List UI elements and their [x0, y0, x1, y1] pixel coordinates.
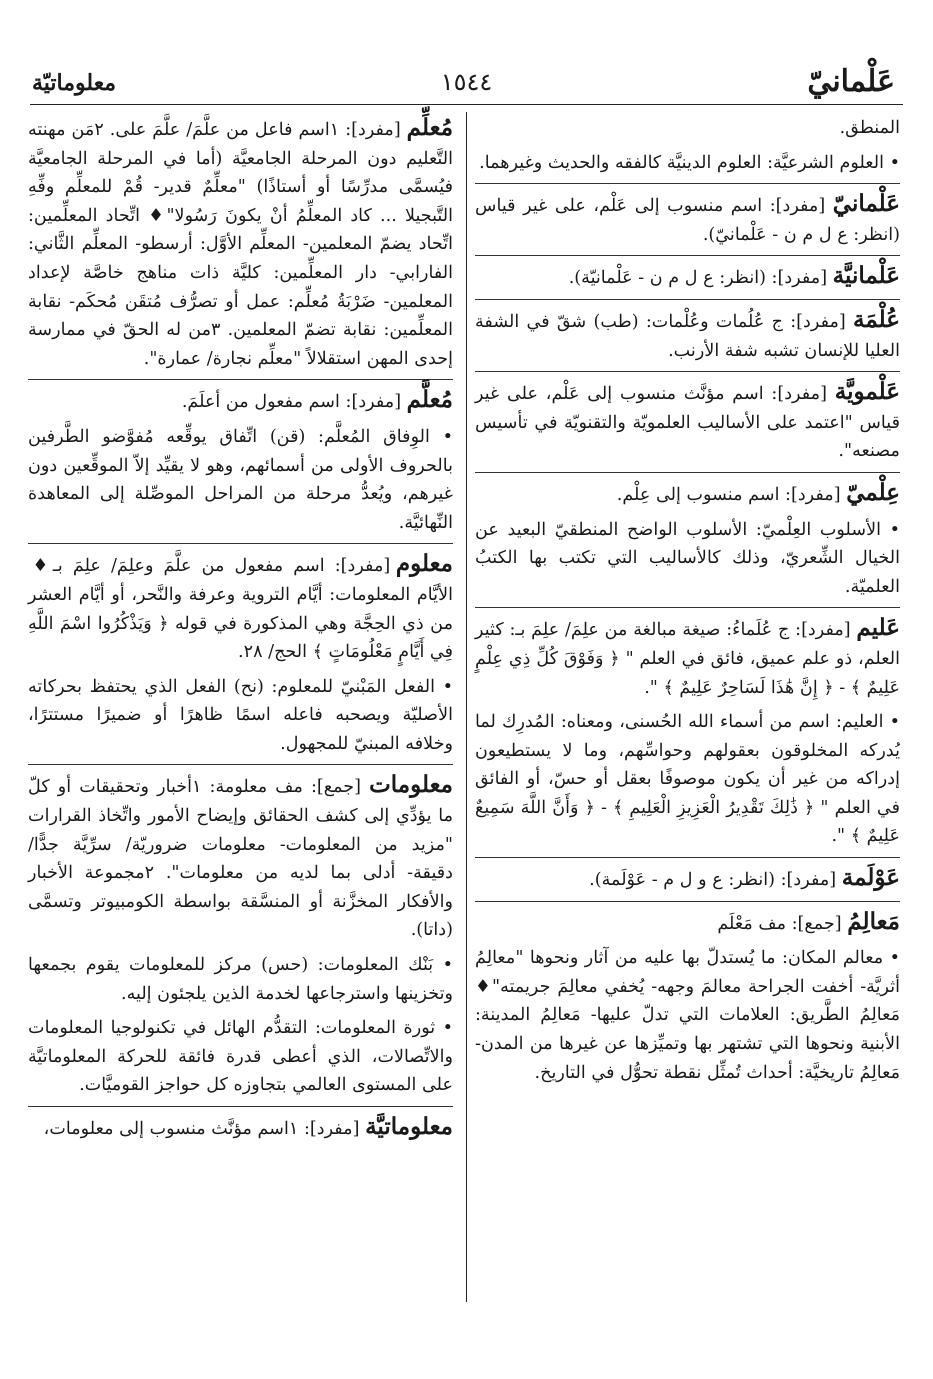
- entry-separator: [475, 255, 900, 256]
- entry-separator: [475, 472, 900, 473]
- entry-definition: [جمع]: مف مَعْلَم: [717, 913, 848, 934]
- entry-separator: [28, 764, 453, 765]
- dictionary-entry: [475, 908, 900, 939]
- sub-entry: • الفعل المَبْنيّ للمعلوم: (نح) الفعل الذي يحتفظ بحركاته الأصليّة ويصحبه فاعله اسمًا ظاهرًا أو ضميرًا مستترًا، وخلافه المبنيّ للمجهول.: [28, 676, 453, 754]
- dictionary-entry: [28, 386, 453, 417]
- entry-headword: عُلْمَة: [853, 305, 900, 333]
- entry-definition: [مفرد]: ١اسم فاعل من علَّمَ/ علَّمَ على. ٢مَن مهنته التَّعليم دون المرحلة الجامعيَّة (أما في المرحلة الجامعيَّة فيُسمَّى مدرِّسًا أو أستاذًا) "معلِّمٌ قدير- قُمْ للمعلِّم وفِّهِ التَّبجيلا ... كاد المعلِّمُ أنْ يكونَ رَسُولا"♦ اتِّحاد المعلِّمين: اتِّحاد يضمّ المعلمين- المعلِّم الأوَّل: أرسطو- المعلِّم الثَّاني: الفارابي- دار المعلِّمين: كليَّة ذات مناهج خاصَّة لإعداد المعلمين- ضَرْبَةُ مُعلِّم: عمل أو تصرُّف مُتقَن مُحكَم- نقابة المعلِّمين: نقابة تضمّ المعلمين. ٣من له الحقّ في ممارسة إحدى المهن استقلالاً "معلِّم نجارة/ عمارة".: [28, 120, 453, 369]
- column-divider: [466, 112, 467, 1302]
- sub-entry: • العليم: اسم من أسماء الله الحُسنى، ومعناه: المُدرِك لما يُدركه المخلوقون بعقولهم وحواسِّهم، وما لا يستطيعون إدراكه من غير أن يكون موصوفًا بعقل أو حسّ، أو الفائق في العلم " ﴿ ذَٰلِكَ تَقْدِيرُ الْعَزِيزِ الْعَلِيمِ ﴾ - ﴿ وَأَنَّ اللَّهَ سَمِيعٌ عَلِيمٌ ﴾ ".: [475, 712, 900, 847]
- entry-headword: معلوم: [395, 550, 453, 578]
- dictionary-entry: [475, 262, 900, 293]
- sub-entry: • الأسلوب العِلْميّ: الأسلوب الواضح المنطقيّ البعيد عن الخيال الشِّعريّ، وذلك كالأساليب التي تكتب بها الكتبُ العلميّة.: [475, 519, 900, 597]
- entry-headword: معلوماتيَّة: [365, 1113, 453, 1140]
- entry-headword: عَليم: [856, 614, 900, 642]
- entry-headword: عَلْمانيَّة: [832, 262, 900, 290]
- dictionary-entry: [28, 114, 453, 373]
- entry-headword: مَعالِمُ: [847, 907, 900, 935]
- entry-separator: [475, 299, 900, 300]
- entry-headword: مُعلِّم: [406, 114, 454, 141]
- entry-definition: [مفرد]: اسم مفعول من أعلَمَ.: [181, 392, 407, 413]
- entry-separator: [28, 543, 453, 544]
- header-headword-left: معلوماتيّة: [32, 70, 117, 96]
- dictionary-entry: [28, 1113, 453, 1144]
- entry-definition: [مفرد]: ج عُلَماءُ: صيغة مبالغة من علِمَ/ علِمَ بـ: كثير العلم، ذو علم عميق، فائق في العلم " ﴿ وَفَوْقَ كُلِّ ذِي عِلْمٍ عَلِيمٌ ﴾ - ﴿ إِنَّ هَٰذَا لَسَاحِرٌ عَلِيمٌ ﴾ ".: [475, 620, 900, 698]
- page-header: [30, 60, 903, 105]
- entry-definition: [مفرد]: اسم مفعول من علَّمَ وعلِمَ/ علِمَ بـ♦ الأيَّام المعلومات: أيَّام التروية وعرفة والنَّحر، أو أيَّام العشر من ذي الحِجَّة وهي المذكورة في قوله ﴿ وَيَذْكُرُوا اسْمَ اللَّهِ فِي أَيَّامٍ مَعْلُومَاتٍ ﴾ الحج/ ٢٨.: [28, 556, 453, 663]
- dictionary-entry: [475, 378, 900, 466]
- entry-definition: [مفرد]: اسم منسوب إلى عِلْم.: [616, 484, 847, 505]
- entry-separator: [28, 1106, 453, 1107]
- sub-entry: • الوِفاق المُعلَّم: (قن) اتِّفاق يوقِّعه مُفوَّضو الطَّرفين بالحروف الأولى من أسمائهم، وهو لا يقيِّد إلاّ الموقِّعين دون غيرهم، ويُعدُّ مرحلة من المراحل الموصِّلة إلى المعاهدة النِّهائيَّة.: [28, 426, 453, 533]
- entry-headword: مُعلَّم: [406, 386, 453, 414]
- entry-separator: [475, 857, 900, 858]
- entry-separator: [475, 371, 900, 372]
- sub-entry: • معالم المكان: ما يُستدلّ بها عليه من آثار ونحوها "معالِمُ أثريَّة- أخفت الجراحة معالمَ وجهه- يُخفي معالِمَ جريمته"♦ مَعالِمُ الطَّريق: العلامات التي تدلّ عليها- مَعالِمُ المدينة: الأبنية ونحوها التي تشتهر بها وتميِّزها عن غيرها من المدن- مَعالِمُ تاريخيَّة: أحداث تُمثِّل نقطة تحوُّل في التاريخ.: [475, 948, 900, 1083]
- entry-headword: عَوْلَمة: [841, 864, 900, 892]
- entry-separator: [475, 183, 900, 184]
- sub-entry: • ثورة المعلومات: التقدُّم الهائل في تكنولوجيا المعلومات والاتِّصالات، الذي أعطى قدرة فائقة للحركة المعلوماتيَّة على المستوى العالمي بتجاوزه كل حواجز القوميَّات.: [28, 1018, 453, 1096]
- dictionary-entry: [475, 864, 900, 895]
- entry-headword: معلومات: [369, 771, 454, 799]
- entry-separator: [475, 901, 900, 902]
- entry-definition: [مفرد]: (انظر: ع ل م ن - عَلْمانيّة).: [568, 268, 833, 289]
- right-column: [475, 114, 900, 1093]
- entry-definition: [مفرد]: اسم مؤنَّث منسوب إلى عَلْم، على غير قياس "اعتمد على الأساليب العلمويّة والتقنويّة في تأسيس مصنعه".: [475, 384, 900, 462]
- page-number: ١٥٤٤: [440, 68, 493, 96]
- entry-definition: [مفرد]: ج عُلُمات وعُلْمات: (طب) شقّ في الشفة العليا للإنسان تشبه شفة الأرنب.: [475, 311, 900, 361]
- sub-entry: • العلوم الشرعيَّة: العلوم الدينيَّة كالفقه والحديث وغيرهما.: [479, 152, 900, 173]
- sub-entry: • بَنْك المعلومات: (حس) مركز للمعلومات يقوم بجمعها وتخزينها واسترجاعها لخدمة الذين يلجئون إليه.: [28, 955, 453, 1004]
- dictionary-entry: [475, 306, 900, 365]
- entry-definition: [مفرد]: ١اسم مؤنَّث منسوب إلى معلومات،: [43, 1119, 366, 1139]
- left-column: [28, 114, 453, 1150]
- entry-headword: عِلْميّ: [846, 478, 900, 506]
- entry-separator: [475, 607, 900, 608]
- continuation-text: المنطق.: [839, 118, 900, 138]
- entry-definition: [مفرد]: اسم منسوب إلى عَلْم، على غير قياس (انظر: ع ل م ن - عَلْمانيّ).: [475, 196, 900, 245]
- dictionary-entry: [475, 190, 900, 249]
- entry-headword: عَلْمانيّ: [832, 190, 900, 218]
- dictionary-entry: [28, 550, 453, 666]
- entry-separator: [28, 379, 453, 380]
- dictionary-entry: [475, 614, 900, 702]
- entry-headword: عَلْمويَّة: [834, 378, 900, 406]
- dictionary-entry: [475, 479, 900, 510]
- header-headword-right: عَلْمانيّ: [807, 64, 895, 99]
- entry-definition: [مفرد]: (انظر: ع و ل م - عَوْلَمة).: [589, 870, 842, 891]
- dictionary-entry: [28, 771, 453, 945]
- entry-definition: [جمع]: مف معلومة: ١أخبار وتحقيقات أو كلّ ما يؤدِّي إلى كشف الحقائق وإيضاح الأمور واتِّخاذ القرارات "مزيد من المعلومات- معلومات ضروريّة/ سرِّيَّة جدًّا/ دقيقة- أدلى بما لديه من معلومات". ٢مجموعة الأخبار والأفكار المخزَّنة أو المنسَّقة بواسطة الكومبيوتر وتسمَّى (داتا).: [28, 777, 453, 941]
